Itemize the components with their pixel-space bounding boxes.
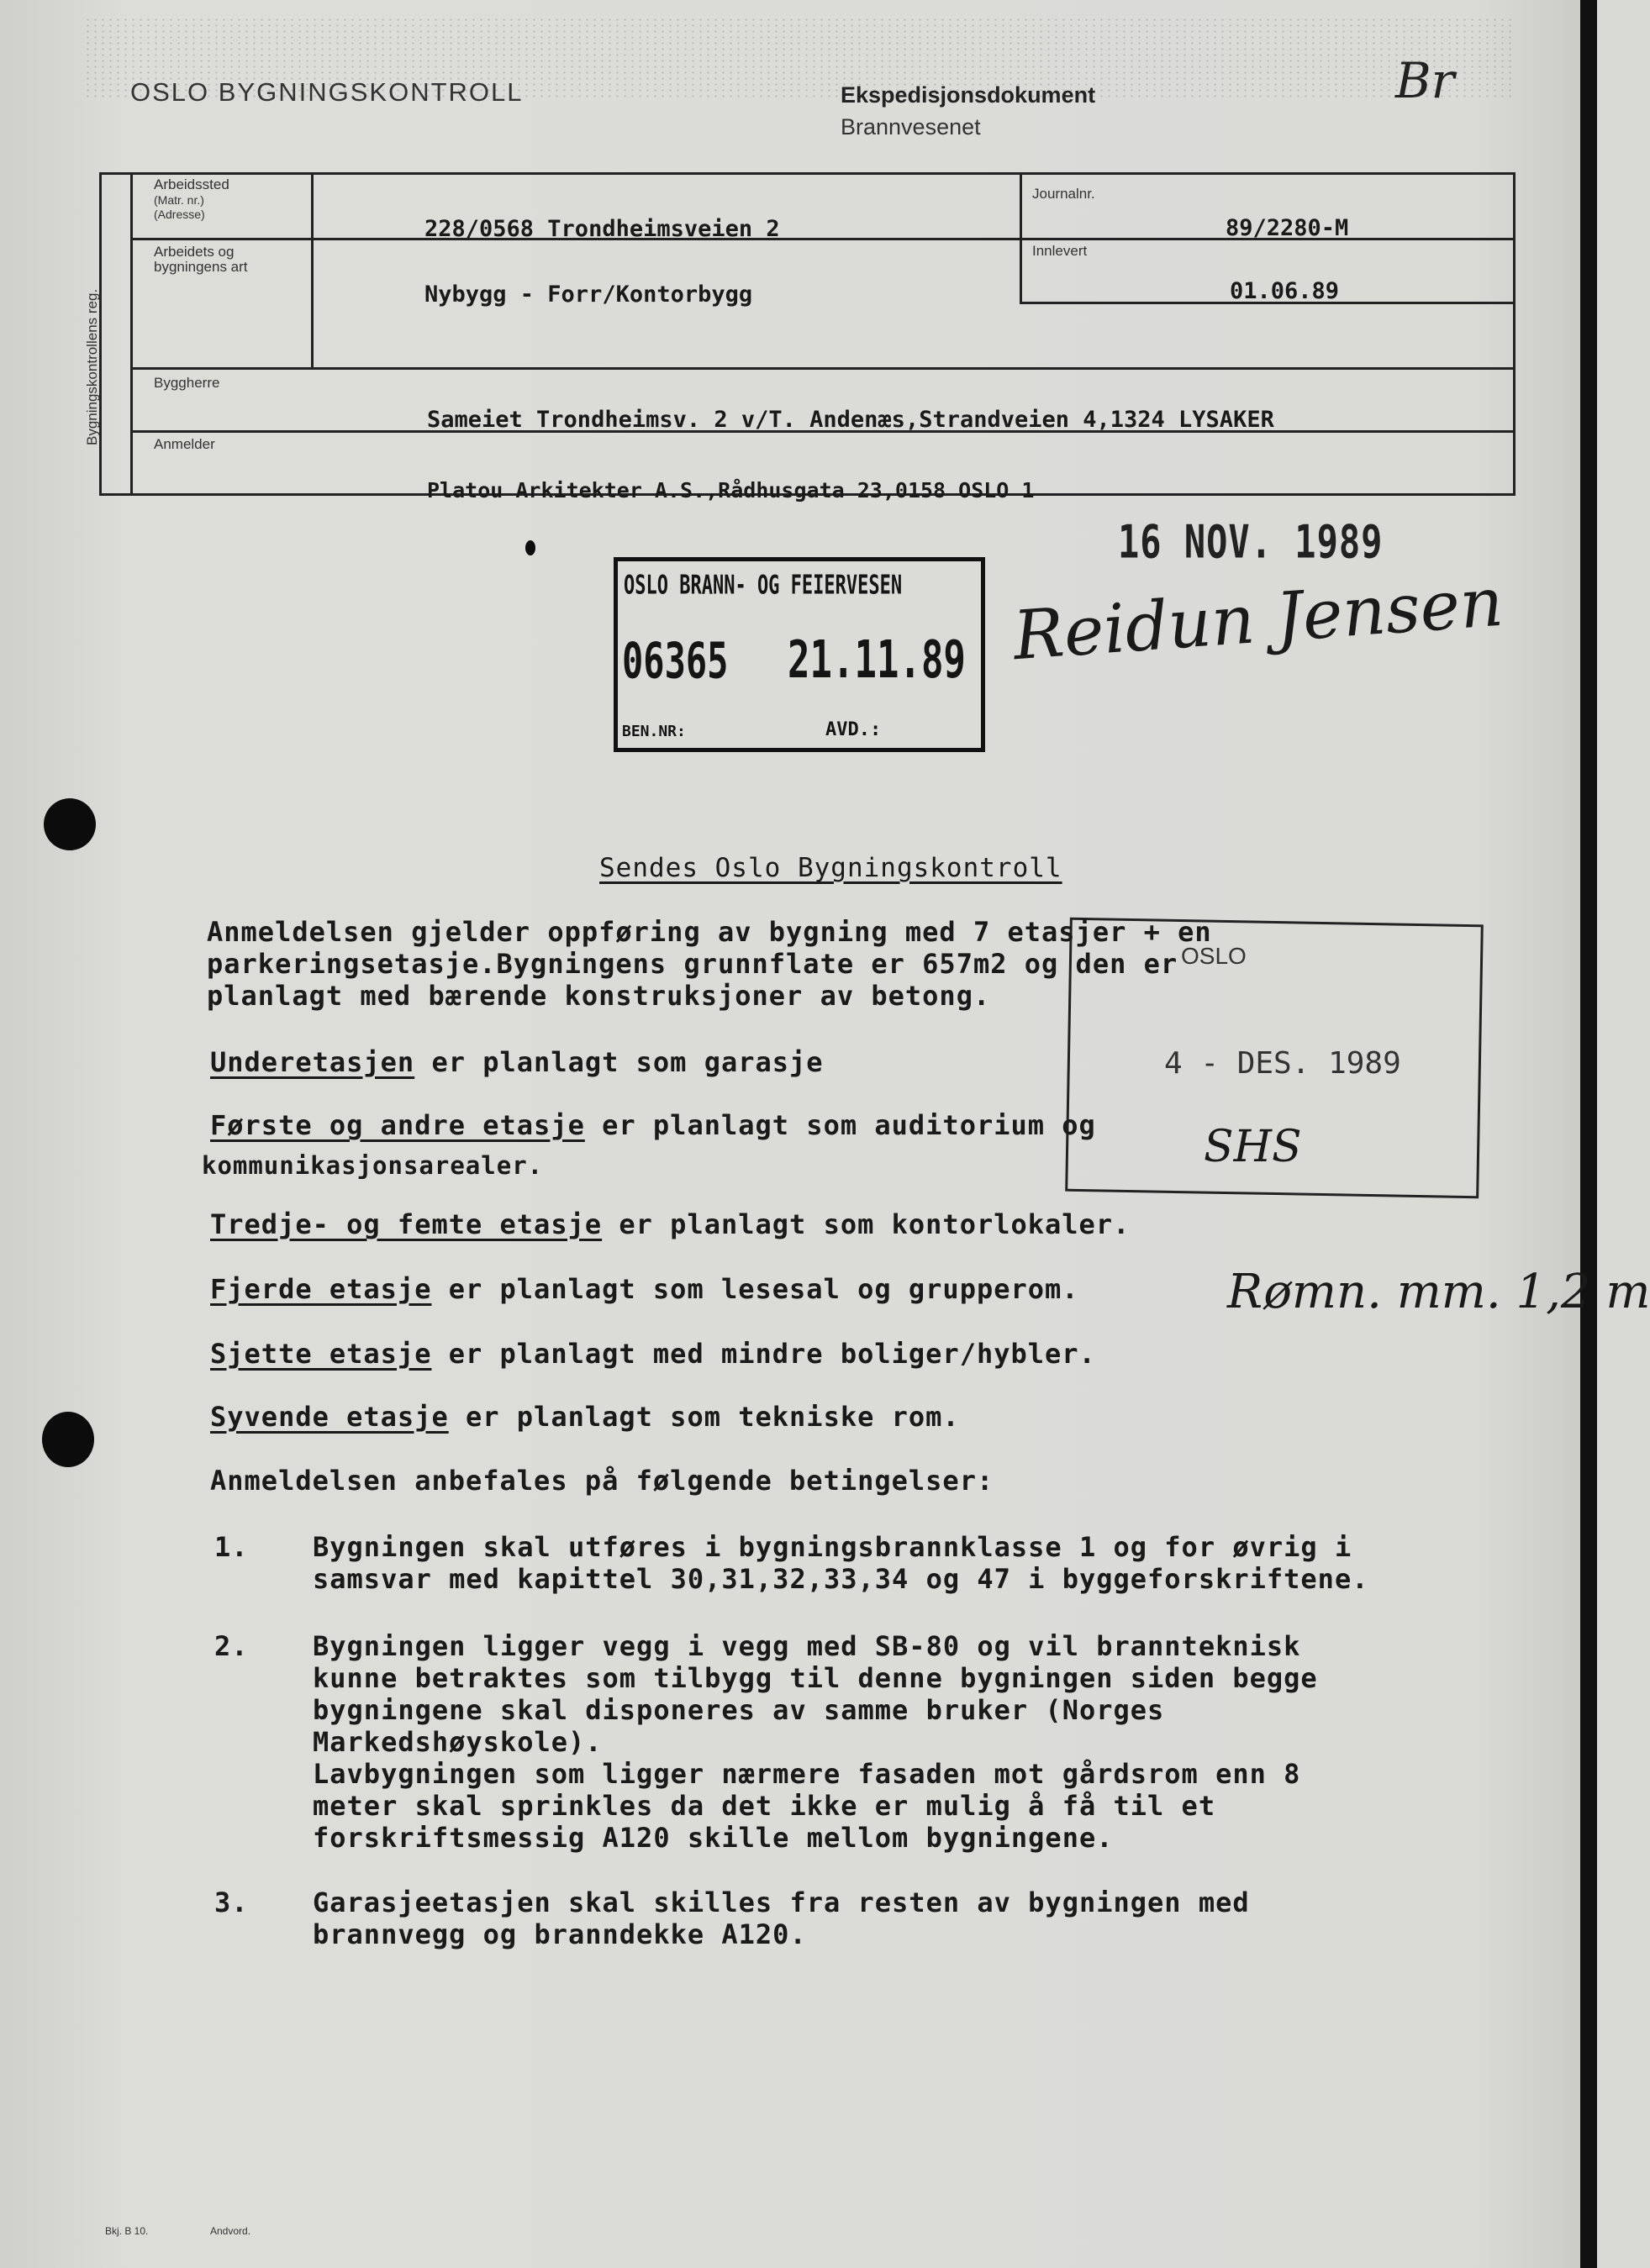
fire-stamp-number: 06365	[622, 632, 729, 690]
floor-line	[210, 1208, 1130, 1240]
condition-line: Markedshøyskole).	[313, 1726, 603, 1758]
margin-note: Rømn. mm. 1,2 m	[1227, 1265, 1650, 1319]
condition-line: kunne betraktes som tilbygg til denne bygningen siden begge	[313, 1662, 1318, 1694]
intro-line: planlagt med bærende konstruksjoner av betong.	[207, 980, 991, 1012]
form-divider	[311, 172, 314, 370]
condition-number: 3.	[214, 1886, 249, 1918]
fire-stamp-title: OSLO BRANN- OG FEIERVESEN	[624, 571, 903, 601]
floor-desc: er planlagt som tekniske rom.	[465, 1401, 960, 1433]
floor-line	[210, 1273, 1079, 1305]
form-number: Bkj. B 10.	[105, 2225, 149, 2237]
condition-line: forskriftsmessig A120 skille mellom bygningene.	[313, 1822, 1114, 1854]
fire-stamp-avd: AVD.:	[825, 719, 882, 740]
floor-continuation: kommunikasjonsarealer.	[202, 1151, 544, 1180]
received-date-stamp: 16 NOV. 1989	[1118, 514, 1384, 569]
condition-line: Bygningen skal utføres i bygningsbrannklasse 1 og for øvrig i	[313, 1531, 1352, 1563]
doc-type: Ekspedisjonsdokument	[841, 82, 1096, 108]
condition-line: bygningene skal disponeres av samme bruker (Norges	[313, 1694, 1165, 1726]
condition-line: Lavbygningen som ligger nærmere fasaden mot gårdsrom enn 8	[313, 1758, 1301, 1790]
floor-name: Tredje- og femte etasje	[210, 1208, 603, 1240]
printer-name: Andvord.	[210, 2225, 251, 2237]
side-label: Bygningskontrollens reg.	[84, 288, 100, 445]
floor-name: Fjerde etasje	[210, 1273, 432, 1305]
conditions-intro: Anmeldelsen anbefales på følgende betingelser:	[210, 1465, 994, 1497]
intro-line: parkeringsetasje.Bygningens grunnflate er 657m2 og den er	[207, 948, 1178, 980]
floor-name: Sjette etasje	[210, 1338, 432, 1370]
punch-hole	[44, 798, 96, 850]
fire-stamp-date: 21.11.89	[788, 630, 966, 691]
floor-desc: er planlagt som kontorlokaler.	[619, 1208, 1131, 1240]
condition-number: 2.	[214, 1630, 249, 1662]
floor-desc: er planlagt med mindre boliger/hybler.	[448, 1338, 1096, 1370]
floor-name: Underetasjen	[210, 1046, 415, 1078]
org-name: OSLO BYGNINGSKONTROLL	[130, 77, 524, 107]
label-innlevert: Innlevert	[1032, 243, 1088, 259]
scan-edge	[1580, 0, 1597, 2268]
label-adresse: (Adresse)	[154, 208, 205, 221]
oslo-stamp-initials: SHS	[1204, 1122, 1302, 1172]
intro-line: Anmeldelsen gjelder oppføring av bygning med 7 etasjer + en	[207, 916, 1212, 948]
value-art: Nybygg - Forr/Kontorbygg	[424, 282, 753, 308]
value-byggherre: Sameiet Trondheimsv. 2 v/T. Andenæs,Strandveien 4,1324 LYSAKER	[427, 407, 1274, 433]
ink-spot	[525, 540, 535, 555]
floor-desc: er planlagt som garasje	[431, 1046, 824, 1078]
floor-desc: er planlagt som auditorium og	[602, 1109, 1096, 1141]
department: Brannvesenet	[841, 114, 981, 139]
punch-hole	[42, 1412, 94, 1467]
label-byggherre: Byggherre	[154, 375, 220, 391]
label-art: Arbeidets og bygningens art	[154, 244, 248, 275]
corner-handwritten-mark: Br	[1395, 52, 1455, 109]
label-matr: (Matr. nr.)	[154, 193, 204, 207]
condition-line: samsvar med kapittel 30,31,32,33,34 og 47 i byggeforskriftene.	[313, 1563, 1369, 1595]
fire-stamp-ben: BEN.NR:	[622, 723, 686, 740]
value-anmelder: Platou Arkitekter A.S.,Rådhusgata 23,0158 OSLO 1	[427, 478, 1035, 503]
value-innlevert: 01.06.89	[1230, 278, 1340, 304]
value-journalnr: 89/2280-M	[1226, 215, 1349, 241]
form-divider	[130, 367, 1516, 370]
floor-line	[210, 1401, 960, 1433]
floor-name: Syvende etasje	[210, 1401, 449, 1433]
floor-line	[210, 1109, 1096, 1141]
condition-line: brannvegg og branndekke A120.	[313, 1918, 807, 1950]
floor-line	[210, 1046, 824, 1078]
form-divider	[130, 172, 133, 496]
label-journalnr: Journalnr.	[1032, 186, 1095, 202]
oslo-stamp-date: 4 - DES. 1989	[1164, 1046, 1401, 1081]
label-anmelder: Anmelder	[154, 436, 215, 452]
condition-number: 1.	[214, 1531, 249, 1563]
floor-name: Første og andre etasje	[210, 1109, 585, 1141]
floor-desc: er planlagt som lesesal og grupperom.	[448, 1273, 1079, 1305]
condition-line: meter skal sprinkles da det ikke er mulig å få til et	[313, 1790, 1216, 1822]
condition-line: Bygningen ligger vegg i vegg med SB-80 og vil brannteknisk	[313, 1630, 1301, 1662]
oslo-stamp-label: OSLO	[1181, 943, 1247, 969]
document-title: Sendes Oslo Bygningskontroll	[599, 853, 1062, 883]
signature: Reidun Jensen	[1010, 562, 1506, 676]
value-arbeidssted: 228/0568 Trondheimsveien 2	[424, 216, 780, 242]
condition-line: Garasjeetasjen skal skilles fra resten av bygningen med	[313, 1886, 1250, 1918]
floor-line	[210, 1338, 1096, 1370]
label-arbeidssted: Arbeidssted	[154, 176, 229, 192]
